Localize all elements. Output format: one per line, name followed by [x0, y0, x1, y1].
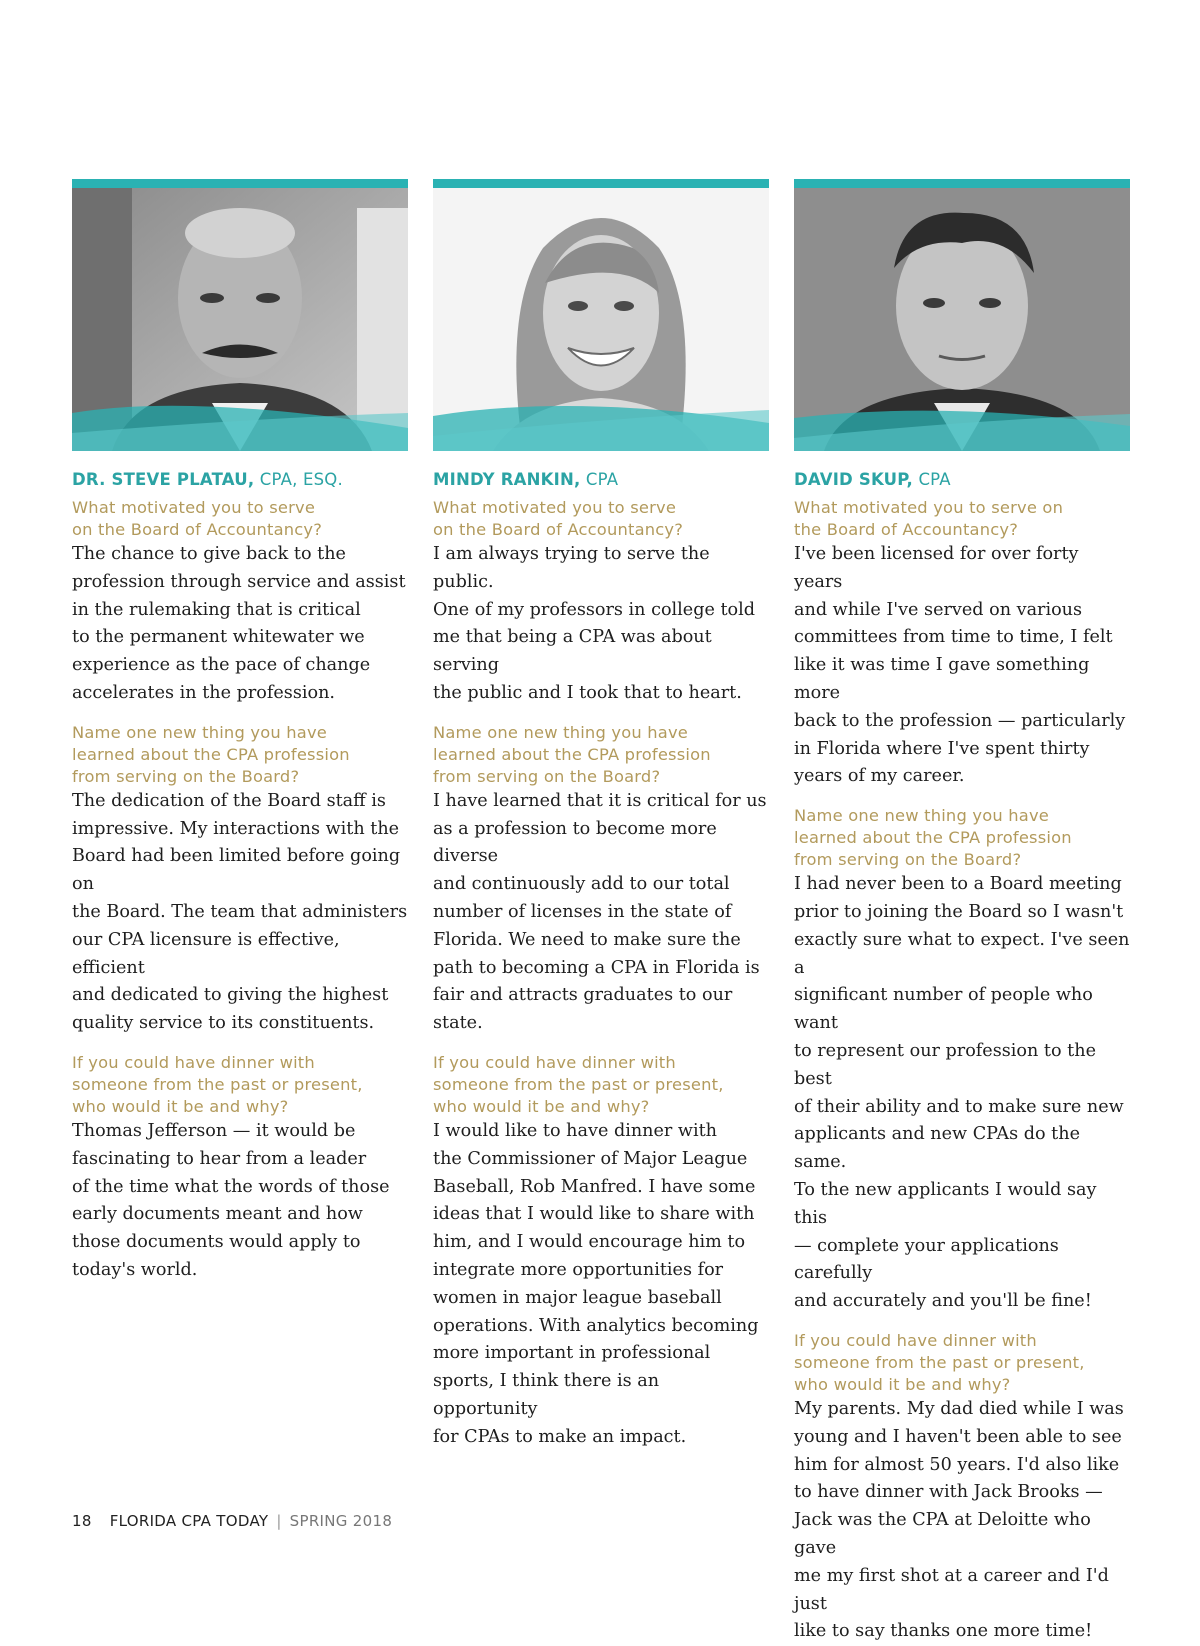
question-motivation: What motivated you to serve on the Board of Accountancy?	[433, 498, 684, 539]
publication-name: FLORIDA CPA TODAY	[109, 1512, 269, 1530]
profile-david-skup	[794, 179, 1130, 1646]
person-name: DAVID SKUP,	[794, 470, 914, 489]
profile-name	[433, 469, 769, 491]
question-motivation: What motivated you to serve on the Board of Accountancy?	[72, 498, 323, 539]
answer-dinner: I would like to have dinner with the Commissioner of Major League Baseball, Rob Manfred. I have some ideas that I would like to share with him, and I would encourage him to integrate more opportunities for women in major league baseball operations. With analytics becoming more important in professional sports, I think there is an opportunity for CPAs to make an impact.	[433, 1120, 759, 1447]
answer-learned: I had never been to a Board meeting prior to joining the Board so I wasn't exactly sure what to expect. I've seen a significant number of people who want to represent our profession to the best of their ability and to make sure new applicants and new CPAs do the same. To the new applicants I would say this — complete your applications carefully and accurately and you'll be fine!	[794, 874, 1130, 1312]
answer-dinner: My parents. My dad died while I was young and I haven't been able to see him for almost 50 years. I'd also like to have dinner with Jack Brooks — Jack was the CPA at Deloitte who gave me my first shot at a career and I'd just like to say thanks one more time!	[794, 1398, 1124, 1642]
question-learned: Name one new thing you have learned about the CPA profession from serving on the Board?	[433, 722, 711, 786]
answer-motivation: I've been licensed for over forty years and while I've served on various committees from time to time, I felt like it was time I gave something more back to the profession — particularly in Florida where I've spent thirty years of my career.	[794, 544, 1126, 787]
answer-learned: The dedication of the Board staff is impressive. My interactions with the Board had been limited before going on the Board. The team that administers our CPA licensure is effective, efficient and dedicated to giving the highest quality service to its constituents.	[72, 790, 408, 1034]
profile-mindy-rankin	[433, 179, 769, 1452]
question-dinner: If you could have dinner with someone from the past or present, who would it be and why?	[433, 1052, 724, 1116]
question-dinner: If you could have dinner with someone from the past or present, who would it be and why?	[72, 1052, 363, 1116]
portrait-image	[433, 188, 769, 451]
page-number: 18	[72, 1512, 92, 1530]
answer-motivation: I am always trying to serve the public. One of my professors in college told me that being a CPA was about serving the public and I took that to heart.	[433, 544, 756, 703]
footer-separator: |	[276, 1512, 282, 1530]
person-credentials: CPA	[580, 470, 619, 489]
person-name: DR. STEVE PLATAU,	[72, 470, 255, 489]
answer-dinner: Thomas Jefferson — it would be fascinating to hear from a leader of the time what the words of those early documents meant and how those documents would apply to today's world.	[72, 1120, 390, 1280]
question-dinner: If you could have dinner with someone from the past or present, who would it be and why?	[794, 1330, 1085, 1394]
profile-name	[794, 469, 1130, 491]
portrait-photo	[433, 179, 769, 451]
profile-name	[72, 469, 408, 491]
portrait-photo	[794, 179, 1130, 451]
portrait-image	[72, 188, 408, 451]
question-learned: Name one new thing you have learned about the CPA profession from serving on the Board?	[794, 806, 1072, 870]
answer-learned: I have learned that it is critical for us as a profession to become more diverse and continuously add to our total number of licenses in the state of Florida. We need to make sure the path to becoming a CPA in Florida is fair and attracts graduates to our state.	[433, 790, 767, 1034]
person-credentials: CPA	[913, 470, 951, 489]
page-footer	[72, 1512, 392, 1530]
portrait-image	[794, 188, 1130, 451]
answer-motivation: The chance to give back to the profession through service and assist in the rulemaking that is critical to the permanent whitewater we experience as the pace of change accelerates in the profession.	[72, 544, 406, 703]
issue-date: SPRING 2018	[289, 1512, 393, 1530]
portrait-photo	[72, 179, 408, 451]
profile-steve-platau	[72, 179, 408, 1285]
person-credentials: CPA, ESQ.	[254, 470, 343, 489]
question-learned: Name one new thing you have learned about the CPA profession from serving on the Board?	[72, 722, 350, 786]
person-name: MINDY RANKIN,	[433, 470, 581, 489]
question-motivation: What motivated you to serve on the Board of Accountancy?	[794, 498, 1064, 539]
